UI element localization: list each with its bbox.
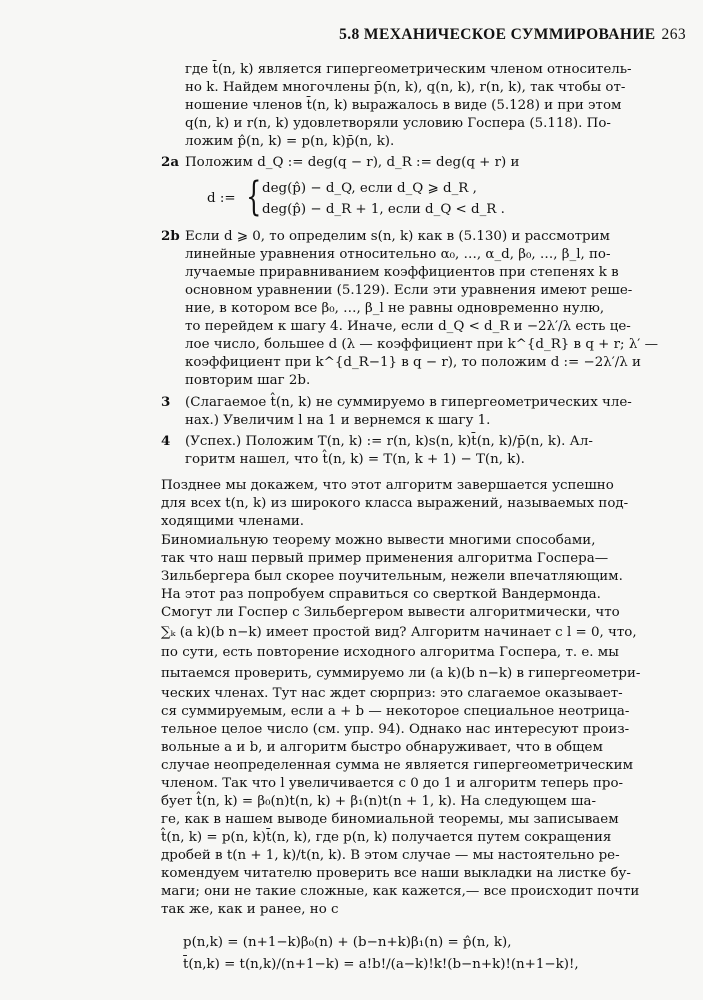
text-line: нах.) Увеличим l на 1 и вернемся к шагу 1. [185,413,491,428]
text-line: для всех t(n, k) из широкого класса выражений, называемых под- [161,496,629,511]
text-line: ∑ₖ (a k)(b n−k) имеет простой вид? Алгоритм начинает с l = 0, что, [161,625,637,640]
display-formula: p(n,k) = (n+1−k)β₀(n) + (b−n+k)β₁(n) = p̂(n, k), [183,935,512,950]
text-line: ходящими членами. [161,514,305,529]
text-line: линейные уравнения относительно α₀, …, α_d, β₀, …, β_l, по- [185,247,611,262]
text-line: так же, как и ранее, но с [161,902,339,917]
text-line: ние, в котором все β₀, …, β_l не равны одновременно нулю, [185,301,605,316]
text-line: ге, как в нашем выводе биномиальной теоремы, мы записываем [161,812,619,827]
text-line: лое число, большее d (λ — коэффициент при k^{d_R} в q + r; λ′ — [185,337,658,352]
formula-lhs: d := [207,191,236,206]
formula-case: deg(p̂) − d_Q, если d_Q ⩾ d_R , [262,181,477,196]
text-line: дробей в t(n + 1, k)/t(n, k). В этом случае — мы настоятельно ре- [161,848,620,863]
text-line: маги; они не такие сложные, как кажется,— все происходит почти [161,884,640,899]
text-line: где t̄(n, k) является гипергеометрическим членом относитель- [185,62,632,77]
display-formula: t̄(n,k) = t(n,k)/(n+1−k) = a!b!/(a−k)!k!(b−n+k)!(n+1−k)!, [183,957,579,972]
text-line: (Успех.) Положим T(n, k) := r(n, k)s(n, k)t̄(n, k)/p̄(n, k). Ал- [185,434,593,449]
page-number: 263 [661,26,686,43]
text-line: Зильбергера был скорее поучительным, нежели впечатляющим. [161,569,623,584]
text-line: по сути, есть повторение исходного алгоритма Госпера, т. е. мы [161,645,619,660]
text-line: Если d ⩾ 0, то определим s(n, k) как в (5.130) и рассмотрим [185,229,610,244]
section-title: 5.8 МЕХАНИЧЕСКОЕ СУММИРОВАНИЕ [339,26,656,43]
step-label: 3 [161,394,171,410]
text-line: На этот раз попробуем справиться со сверткой Вандермонда. [161,587,601,602]
text-line: случае неопределенная сумма не является гипергеометрическим [161,758,634,773]
formula-case: deg(p̂) − d_R + 1, если d_Q < d_R . [262,202,505,217]
text-line: комендуем читателю проверить все наши выкладки на листке бу- [161,866,631,881]
running-header [0,26,686,44]
text-line: вольные a и b, и алгоритм быстро обнаруживает, что в общем [161,740,603,755]
text-line: лучаемые приравниванием коэффициентов при степенях k в [185,265,619,280]
text-line: бует t̂(n, k) = β₀(n)t(n, k) + β₁(n)t(n + 1, k). На следующем ша- [161,794,596,809]
text-line: основном уравнении (5.129). Если эти уравнения имеют реше- [185,283,633,298]
text-line: Положим d_Q := deg(q − r), d_R := deg(q + r) и [185,155,520,170]
text-line: (Слагаемое t̂(n, k) не суммируемо в гипергеометрических чле- [185,395,632,410]
text-line: тельное целое число (см. упр. 94). Однако нас интересуют произ- [161,722,630,737]
step-label: 2a [161,154,179,170]
text-line: q(n, k) и r(n, k) удовлетворяли условию Госпера (5.118). По- [185,116,611,131]
left-brace: { [246,174,262,220]
text-line: ся суммируемым, если a + b — некоторое специальное неотрица- [161,704,630,719]
text-line: Смогут ли Госпер с Зильбергером вывести алгоритмически, что [161,605,620,620]
text-line: ложим p̂(n, k) = p(n, k)p̄(n, k). [185,134,395,149]
text-line: коэффициент при k^{d_R−1} в q − r), то положим d := −2λ′/λ и [185,355,641,370]
text-line: но k. Найдем многочлены p̄(n, k), q(n, k), r(n, k), так чтобы от- [185,80,626,95]
text-line: повторим шаг 2b. [185,373,311,388]
text-line: t̂(n, k) = p(n, k)t̄(n, k), где p(n, k) получается путем сокращения [161,830,612,845]
text-line: так что наш первый пример применения алгоритма Госпера— [161,551,609,566]
text-line: ношение членов t̄(n, k) выражалось в виде (5.128) и при этом [185,98,622,113]
text-line: горитм нашел, что t̂(n, k) = T(n, k + 1) − T(n, k). [185,452,525,467]
text-line: членом. Так что l увеличивается с 0 до 1 и алгоритм теперь про- [161,776,624,791]
step-label: 2b [161,228,180,244]
text-line: Биномиальную теорему можно вывести многими способами, [161,533,596,548]
text-line: Позднее мы докажем, что этот алгоритм завершается успешно [161,478,614,493]
step-label: 4 [161,433,171,449]
text-line: ческих членах. Тут нас ждет сюрприз: это слагаемое оказывает- [161,686,623,701]
text-line: то перейдем к шагу 4. Иначе, если d_Q < d_R и −2λ′/λ есть це- [185,319,631,334]
text-line: пытаемся проверить, суммируемо ли (a k)(b n−k) в гипергеометри- [161,666,641,681]
